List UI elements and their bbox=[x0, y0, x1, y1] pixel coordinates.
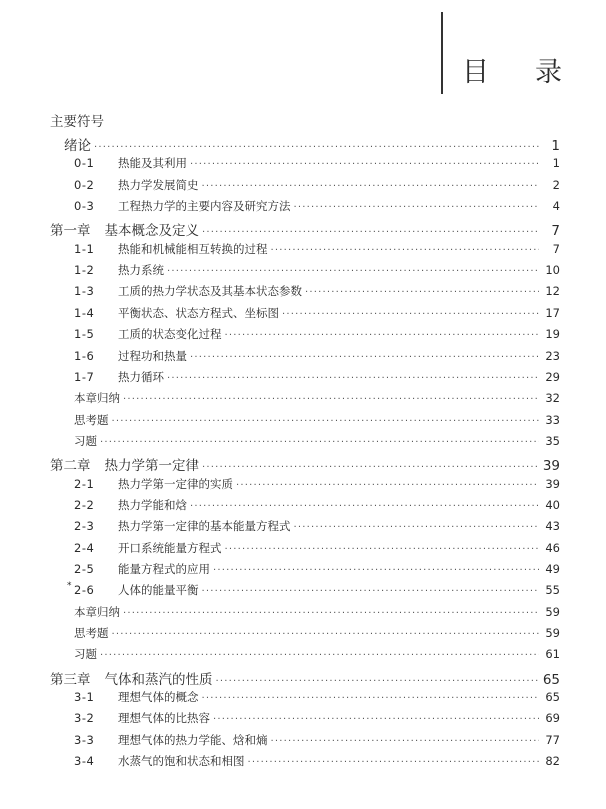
toc-entry-title: 工质的状态变化过程 bbox=[118, 327, 222, 342]
toc-entry-number: 1-3 bbox=[74, 284, 95, 299]
toc-leader-dots bbox=[271, 245, 540, 256]
toc-leader-dots bbox=[294, 522, 540, 533]
toc-entry-section[interactable] bbox=[74, 561, 560, 583]
toc-entry-number: 第三章 bbox=[50, 671, 91, 688]
optional-section-mark: * bbox=[67, 581, 72, 592]
toc-entry-number: 2-4 bbox=[74, 540, 95, 555]
toc-entry-title: 气体和蒸汽的性质 bbox=[104, 671, 213, 688]
toc-entry-number: 第一章 bbox=[50, 223, 91, 240]
toc-entry-chapter[interactable] bbox=[50, 454, 560, 476]
toc-leader-dots bbox=[123, 394, 539, 405]
toc-entry-number: 3-1 bbox=[74, 690, 95, 705]
toc-entry-title: 能量方程式的应用 bbox=[118, 562, 210, 576]
toc-entry-section[interactable] bbox=[67, 581, 560, 604]
toc-page-number: 49 bbox=[545, 562, 560, 576]
toc-leader-dots bbox=[202, 586, 540, 597]
toc-page-number: 1 bbox=[552, 156, 560, 171]
toc-leader-dots bbox=[112, 416, 540, 427]
toc-entry-number: 1-2 bbox=[74, 263, 95, 278]
toc-leader-dots bbox=[202, 227, 539, 238]
page-title bbox=[462, 56, 562, 90]
toc-entry-title: 思考题 bbox=[74, 412, 109, 427]
toc-entry-title: 热能及其利用 bbox=[118, 156, 187, 171]
toc-page-number: 39 bbox=[542, 458, 560, 475]
toc-entry-section[interactable] bbox=[74, 198, 560, 220]
toc-leader-dots bbox=[112, 629, 540, 640]
toc-entry-number: 3-4 bbox=[74, 754, 95, 769]
header-divider bbox=[441, 12, 443, 94]
toc-entry-title: 水蒸气的饱和状态和相图 bbox=[118, 754, 245, 769]
toc-page-number: 65 bbox=[542, 671, 560, 688]
toc-entry-title: 平衡状态、状态方程式、坐标图 bbox=[118, 305, 279, 320]
toc-leader-dots bbox=[216, 676, 540, 687]
toc-entry-section[interactable] bbox=[74, 476, 560, 498]
toc-leader-dots bbox=[100, 437, 539, 448]
toc-leader-dots bbox=[305, 287, 539, 298]
toc-entry-misc[interactable] bbox=[74, 390, 560, 412]
toc-entry-title: 热能和机械能相互转换的过程 bbox=[118, 241, 268, 256]
toc-page-number: 29 bbox=[545, 369, 560, 384]
toc-entry-section[interactable] bbox=[74, 155, 560, 177]
toc-leader-dots bbox=[236, 480, 539, 491]
toc-leader-dots bbox=[294, 202, 540, 213]
toc-leader-dots bbox=[167, 266, 539, 277]
toc-page-number: 1 bbox=[551, 138, 560, 154]
toc-entry-number: 0-1 bbox=[74, 156, 95, 171]
toc-entry-number: 1-1 bbox=[74, 241, 95, 256]
toc-entry-section[interactable] bbox=[74, 732, 560, 754]
toc-entry-misc[interactable] bbox=[74, 604, 560, 626]
toc-leader-dots bbox=[271, 736, 540, 747]
toc-entry-title: 工程热力学的主要内容及研究方法 bbox=[118, 199, 291, 214]
toc-leader-dots bbox=[225, 330, 540, 341]
toc-entry-title: 基本概念及定义 bbox=[104, 223, 199, 240]
toc-entry-title: 热力学第一定律的实质 bbox=[118, 476, 233, 491]
toc-page-number: 43 bbox=[545, 519, 560, 534]
toc-entry-number: 2-1 bbox=[74, 476, 95, 491]
toc-entry-section[interactable] bbox=[74, 518, 560, 540]
toc-entry-title: 工质的热力学状态及其基本状态参数 bbox=[118, 284, 302, 299]
toc-entry-number: 2-3 bbox=[74, 519, 95, 534]
toc-entry-chapter[interactable] bbox=[50, 134, 560, 156]
toc-entry-title: 人体的能量平衡 bbox=[118, 583, 199, 598]
toc-entry-title: 理想气体的比热容 bbox=[118, 711, 210, 726]
toc-page-number: 23 bbox=[545, 348, 560, 363]
toc-entry-title: 本章归纳 bbox=[74, 604, 120, 619]
toc-entry-title: 热力循环 bbox=[118, 369, 164, 384]
toc-leader-dots bbox=[282, 309, 539, 320]
toc-entry-section[interactable] bbox=[74, 177, 560, 199]
toc-entry-title: 热力学第一定律 bbox=[104, 458, 199, 475]
toc-leader-dots bbox=[202, 693, 540, 704]
toc-entry-misc[interactable] bbox=[74, 625, 560, 647]
toc-entry-title: 理想气体的概念 bbox=[118, 690, 199, 705]
toc-entry-number: 1-4 bbox=[74, 305, 95, 320]
toc-entry-title: 理想气体的热力学能、焓和熵 bbox=[118, 732, 268, 747]
toc-page-number: 59 bbox=[545, 604, 560, 619]
toc-entry-number: 1-6 bbox=[74, 348, 95, 363]
toc-entry-misc[interactable] bbox=[74, 412, 560, 434]
toc-page-number: 77 bbox=[545, 732, 560, 747]
toc-entry-number: * 2-6 bbox=[67, 581, 95, 598]
toc-page-number: 39 bbox=[545, 476, 560, 491]
toc-page-number: 33 bbox=[545, 412, 560, 427]
toc-page-number: 40 bbox=[545, 497, 560, 512]
toc-page-number: 17 bbox=[545, 305, 560, 320]
toc-leader-dots bbox=[94, 142, 539, 153]
toc-page-number: 2 bbox=[552, 177, 560, 192]
toc-page-number: 12 bbox=[545, 284, 560, 299]
toc-entry-section[interactable] bbox=[74, 753, 560, 775]
toc-leader-dots bbox=[248, 757, 540, 768]
toc-entry-section[interactable] bbox=[74, 369, 560, 391]
toc-page-number: 19 bbox=[545, 327, 560, 342]
toc-entry-title: 热力系统 bbox=[118, 263, 164, 278]
toc-entry-number: 3-3 bbox=[74, 732, 95, 747]
toc-entry-section[interactable] bbox=[74, 710, 560, 732]
toc-entry-title: 本章归纳 bbox=[74, 391, 120, 406]
toc-page-number: 7 bbox=[552, 241, 560, 256]
toc-entry-number: 2-2 bbox=[74, 497, 95, 512]
toc-entry-number: 2-5 bbox=[74, 562, 95, 576]
toc-entry-section[interactable] bbox=[74, 540, 560, 562]
toc-page-number: 35 bbox=[545, 433, 560, 448]
toc-entry-number: 1-7 bbox=[74, 369, 95, 384]
toc-page-number: 82 bbox=[545, 754, 560, 769]
toc-leader-dots bbox=[190, 352, 539, 363]
toc-entry-misc[interactable] bbox=[74, 433, 560, 455]
toc-entry-number: 1-5 bbox=[74, 327, 95, 342]
page-title-char-2: 录 bbox=[535, 57, 562, 88]
toc-page-number: 65 bbox=[545, 690, 560, 705]
toc-page-number: 69 bbox=[545, 711, 560, 726]
toc-entry-title: 开口系统能量方程式 bbox=[118, 540, 222, 555]
toc-leader-dots bbox=[190, 159, 539, 170]
toc-entry-title: 热力学能和焓 bbox=[118, 497, 187, 512]
toc-entry-chapter[interactable] bbox=[50, 668, 560, 690]
toc-leader-dots bbox=[190, 501, 539, 512]
toc-entry-chapter[interactable] bbox=[50, 219, 560, 241]
toc-entry-section[interactable] bbox=[74, 689, 560, 711]
toc-leader-dots bbox=[225, 544, 540, 555]
toc-leader-dots bbox=[202, 181, 540, 192]
toc-page-number: 7 bbox=[551, 223, 560, 240]
toc-entry-misc[interactable] bbox=[74, 646, 560, 668]
toc-entry-title: 热力学发展简史 bbox=[118, 177, 199, 192]
toc-entry-title: 绪论 bbox=[64, 138, 91, 154]
toc-page-number: 55 bbox=[545, 583, 560, 598]
toc-entry-title: 思考题 bbox=[74, 626, 109, 641]
toc-page-number: 46 bbox=[545, 540, 560, 555]
toc-entry-section[interactable] bbox=[74, 348, 560, 370]
toc-leader-dots bbox=[202, 462, 539, 473]
toc-leader-dots bbox=[213, 565, 539, 576]
toc-entry-number: 第二章 bbox=[50, 458, 91, 475]
toc-page-number: 10 bbox=[545, 263, 560, 278]
toc-leader-dots bbox=[213, 714, 539, 725]
toc-entry-number: 0-3 bbox=[74, 199, 95, 214]
toc-entry-section[interactable] bbox=[74, 283, 560, 305]
toc-entry-title: 过程功和热量 bbox=[118, 348, 187, 363]
toc-page-number: 61 bbox=[545, 647, 560, 662]
toc-entry-section[interactable] bbox=[74, 326, 560, 348]
toc-entry-section[interactable] bbox=[74, 305, 560, 327]
toc-page-number: 32 bbox=[545, 391, 560, 406]
toc-entry-section[interactable] bbox=[74, 497, 560, 519]
toc-page-number: 4 bbox=[552, 199, 560, 214]
toc-page-number: 59 bbox=[545, 626, 560, 641]
page-title-char-1: 目 bbox=[462, 57, 489, 88]
toc-entry-title: 热力学第一定律的基本能量方程式 bbox=[118, 519, 291, 534]
toc-front-matter[interactable]: 主要符号 bbox=[50, 114, 104, 130]
toc-entry-section[interactable] bbox=[74, 262, 560, 284]
toc-leader-dots bbox=[167, 373, 539, 384]
toc-entry-title: 习题 bbox=[74, 647, 97, 662]
toc-entry-number: 0-2 bbox=[74, 177, 95, 192]
toc-entry-title: 习题 bbox=[74, 433, 97, 448]
toc-leader-dots bbox=[100, 650, 539, 661]
toc-entry-number: 3-2 bbox=[74, 711, 95, 726]
toc-entry-section[interactable] bbox=[74, 241, 560, 263]
toc-leader-dots bbox=[123, 608, 539, 619]
